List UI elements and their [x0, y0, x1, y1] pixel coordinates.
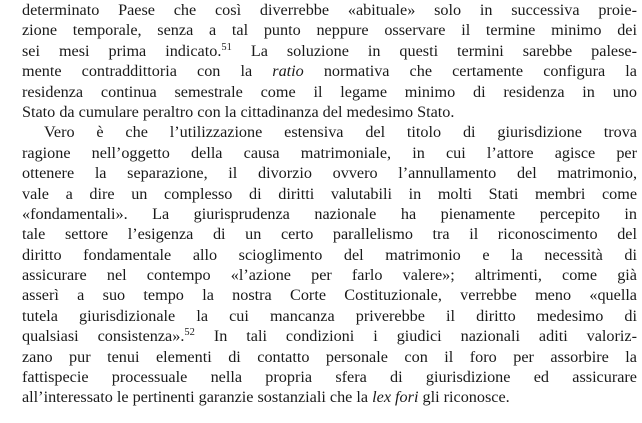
- text-run: residenza continua semestrale come il legame minimo di residenza in uno: [22, 82, 637, 101]
- text-line: [22, 0, 637, 20]
- footnote-ref: 51: [221, 41, 232, 53]
- text-run: qualsiasi consistenza».: [22, 327, 185, 346]
- text-line: [22, 204, 637, 224]
- text-run: In tali condizioni i giudici nazionali aditi valoriz-: [194, 327, 637, 346]
- text-run: zano pur tenui elementi di contatto personale con il foro per assorbire la: [22, 347, 637, 366]
- text-line: [22, 367, 637, 387]
- text-run: assicurare nel contempo «l’azione per farlo valere»; altrimenti, come già: [22, 266, 637, 285]
- text-line: [22, 347, 637, 367]
- text-run: La soluzione in questi termini sarebbe palese-: [231, 41, 637, 60]
- text-run: tale settore l’esigenza di un certo parallelismo tra il riconoscimento del: [22, 225, 637, 244]
- text-line: [22, 285, 637, 305]
- text-run: ottenere la separazione, il divorzio ovvero l’annullamento del matrimonio,: [22, 164, 637, 183]
- text-line: [22, 184, 637, 204]
- text-run: gli riconosce.: [418, 388, 510, 407]
- text-run: zione temporale, senza a tal punto neppure osservare il termine minimo dei: [22, 21, 637, 40]
- text-line: [22, 224, 637, 244]
- text-line: [22, 82, 637, 102]
- text-line: [22, 122, 637, 142]
- document-page: [22, 0, 637, 408]
- text-line: [22, 102, 637, 122]
- text-line: [22, 387, 637, 407]
- text-run: ragione nell’oggetto della causa matrimoniale, in cui l’attore agisce per: [22, 143, 637, 162]
- text-run: «fondamentali». La giurisprudenza nazionale ha pienamente percepito in: [22, 204, 637, 223]
- text-line: [22, 41, 637, 61]
- text-line: [22, 326, 637, 346]
- text-line: [22, 143, 637, 163]
- text-line: [22, 306, 637, 326]
- text-run: fattispecie processuale nella propria sfera di giurisdizione ed assicurare: [22, 368, 637, 387]
- paragraph: [22, 122, 637, 407]
- text-run: Stato da cumulare peraltro con la cittadinanza del medesimo Stato.: [22, 102, 455, 121]
- text-run: normativa che certamente configura la: [303, 62, 637, 81]
- text-run: asserì a suo tempo la nostra Corte Costituzionale, verrebbe meno «quella: [22, 286, 637, 305]
- text-run: all’interessato le pertinenti garanzie sostanziali che la: [22, 388, 373, 407]
- text-line: [22, 245, 637, 265]
- text-run: tutela giurisdizionale la cui mancanza priverebbe il diritto medesimo di: [22, 306, 637, 325]
- text-line: [22, 163, 637, 183]
- text-line: [22, 265, 637, 285]
- italic-term: lex fori: [372, 388, 419, 407]
- text-body: [22, 0, 637, 408]
- text-line: [22, 61, 637, 81]
- text-run: Vero è che l’utilizzazione estensiva del titolo di giurisdizione trova: [44, 123, 637, 142]
- italic-term: ratio: [272, 62, 304, 81]
- text-run: vale a dire un complesso di diritti valutabili in molti Stati membri come: [22, 184, 637, 203]
- text-run: diritto fondamentale allo scioglimento del matrimonio e la necessità di: [22, 245, 637, 264]
- text-run: determinato Paese che così diverrebbe «abituale» solo in successiva proie-: [22, 1, 637, 19]
- text-line: [22, 20, 637, 40]
- footnote-ref: 52: [184, 327, 195, 339]
- paragraph: [22, 0, 637, 122]
- text-run: mente contraddittoria con la: [22, 62, 273, 81]
- text-run: sei mesi prima indicato.: [22, 41, 222, 60]
